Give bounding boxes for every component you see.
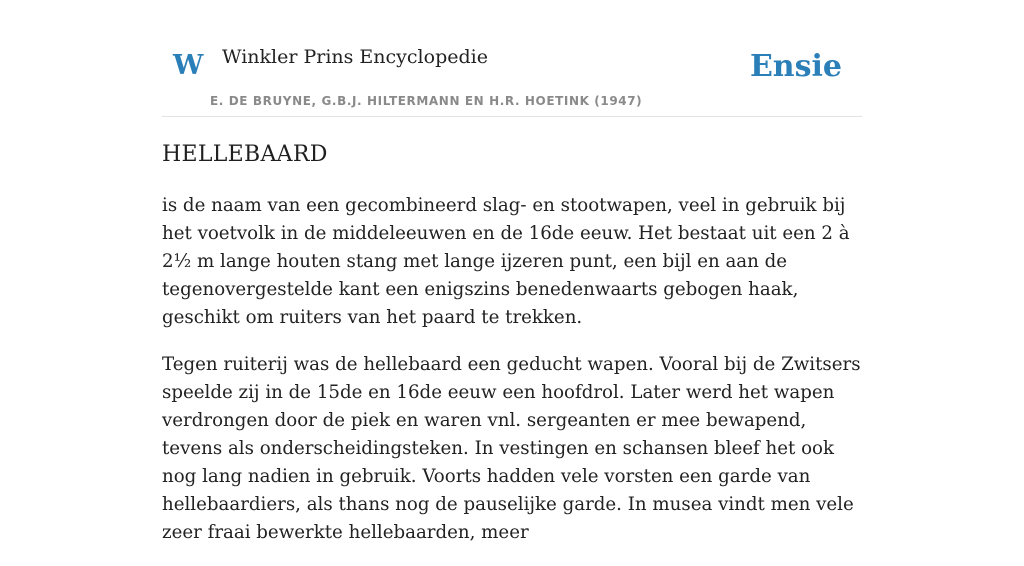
source-header — [162, 0, 862, 117]
article-title: HELLEBAARD — [162, 142, 328, 167]
winkler-prins-logo[interactable]: W — [173, 50, 204, 81]
publication-title[interactable]: Winkler Prins Encyclopedie — [222, 46, 488, 68]
authors-line: E. DE BRUYNE, G.B.J. HILTERMANN EN H.R. HOETINK (1947) — [210, 94, 643, 108]
paragraph-2: Tegen ruiterij was de hellebaard een geducht wapen. Vooral bij de Zwitsers speelde zij in de 15de en 16de eeuw een hoofdrol. Later werd het wapen verdrongen door de piek en waren vnl. sergeanten er mee bewapend, tevens als onderscheidingsteken. In vestingen en schansen bleef het ook nog lang nadien in gebruik. Voorts hadden vele vorsten een garde van hellebaardiers, als thans nog de pauselijke garde. In musea vindt men vele zeer fraai bewerkte hellebaarden, meer — [162, 354, 861, 543]
paragraph-1: is de naam van een gecombineerd slag- en stootwapen, veel in gebruik bij het voetvolk in de middeleeuwen en de 16de eeuw. Het bestaat uit een 2 à 2½ m lange houten stang met lange ijzeren punt, een bijl en aan de tegenovergestelde kant een enigszins benedenwaarts gebogen haak, geschikt om ruiters van het paard te trekken. — [162, 195, 850, 328]
article-page — [162, 0, 862, 543]
ensie-brand-logo[interactable]: Ensie — [749, 49, 842, 84]
article-body — [162, 192, 862, 566]
